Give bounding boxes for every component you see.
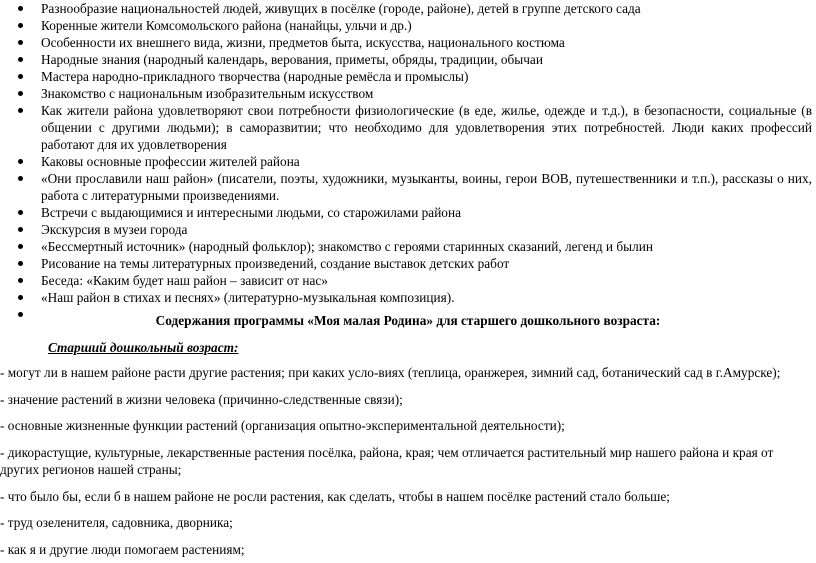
list-item-text: Знакомство с национальным изобразительным искусством — [41, 86, 374, 101]
age-subheading: Старший дошкольный возраст: — [48, 340, 239, 355]
list-item — [0, 102, 816, 153]
bullet-icon — [18, 23, 23, 28]
paragraph: - что было бы, если б в нашем районе не росли растения, как сделать, чтобы в нашем посёлке растений стало больше; — [0, 489, 670, 504]
bullet-icon — [18, 74, 23, 79]
list-item — [0, 170, 816, 204]
bullet-icon — [18, 244, 23, 249]
list-item-text: Рисование на темы литературных произведений, создание выставок детских работ — [41, 256, 510, 271]
bullet-icon — [18, 108, 23, 113]
list-item-text: «Они прославили наш район» (писатели, поэты, художники, музыканты, воины, герои ВОВ, путешественники и т.п.), рассказы о них, работа с литературными произведениями. — [41, 171, 812, 203]
list-item-text: Особенности их внешнего вида, жизни, предметов быта, искусства, национального костюма — [41, 35, 565, 50]
list-item — [0, 85, 816, 102]
list-item-text: Коренные жители Комсомольского района (нанайцы, ульчи и др.) — [41, 18, 412, 33]
bullet-icon — [18, 57, 23, 62]
list-item — [0, 51, 816, 68]
list-item — [0, 0, 816, 17]
paragraph: - труд озеленителя, садовника, дворника; — [0, 515, 233, 530]
list-item-text: Встречи с выдающимися и интересными людьми, со старожилами района — [41, 205, 461, 220]
bullet-icon — [18, 40, 23, 45]
bullet-icon — [18, 6, 23, 11]
list-item-text: Экскурсия в музеи города — [41, 222, 188, 237]
list-item-text: Беседа: «Каким будет наш район – зависит от нас» — [41, 273, 328, 288]
list-item — [0, 255, 816, 272]
bullet-icon — [18, 278, 23, 283]
bullet-icon — [18, 91, 23, 96]
list-item-text: Каковы основные профессии жителей района — [41, 154, 300, 169]
paragraph: - дикорастущие, культурные, лекарственные растения посёлка, района, края; чем отличается растительный мир нашего района и края от других регионов нашей страны; — [0, 445, 774, 477]
bullet-icon — [18, 210, 23, 215]
list-item-text: «Бессмертный источник» (народный фольклор); знакомство с героями старинных сказаний, легенд и былин — [41, 239, 653, 254]
list-item-text: «Наш район в стихах и песнях» (литературно-музыкальная композиция). — [41, 290, 455, 305]
bullet-icon — [18, 295, 23, 300]
paragraph: - значение растений в жизни человека (причинно-следственные связи); — [0, 392, 403, 407]
bullet-icon — [18, 227, 23, 232]
list-item — [0, 17, 816, 34]
list-item — [0, 289, 816, 306]
paragraph: - как я и другие люди помогаем растениям; — [0, 542, 245, 557]
list-item — [0, 238, 816, 255]
list-item — [0, 153, 816, 170]
list-item — [0, 221, 816, 238]
list-item-text: Как жители района удовлетворяют свои потребности физиологические (в еде, жилье, одежде и т.д.), в безопасности, социальные (в общении с другими людьми); в саморазвитии; что необходимо для удовлетворения этих потребностей. Люди каких профессий работают для их удовлетворения — [41, 103, 812, 152]
list-item-text: Народные знания (народный календарь, верования, приметы, обряды, традиции, обычаи — [41, 52, 543, 67]
list-item — [0, 272, 816, 289]
paragraph: - могут ли в нашем районе расти другие растения; при каких усло-виях (теплица, оранжерея, зимний сад, ботанический сад в г.Амурске); — [0, 365, 781, 380]
section-heading: Содержания программы «Моя малая Родина» для старшего дошкольного возраста: — [155, 313, 661, 328]
list-item — [0, 68, 816, 85]
list-item — [0, 204, 816, 221]
list-item-text: Мастера народно-прикладного творчества (народные ремёсла и промыслы) — [41, 69, 469, 84]
list-item — [0, 34, 816, 51]
bullet-icon — [18, 176, 23, 181]
bullet-icon — [18, 261, 23, 266]
list-item-text: Разнообразие национальностей людей, живущих в посёлке (городе, районе), детей в группе детского сада — [41, 1, 641, 16]
bullet-icon — [18, 159, 23, 164]
paragraph: - основные жизненные функции растений (организация опытно-экспериментальной деятельности); — [0, 418, 565, 433]
